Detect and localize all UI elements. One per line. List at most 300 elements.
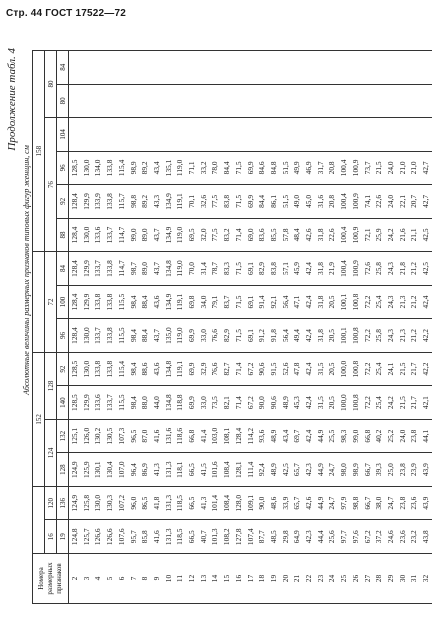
table-cell: 124,8 bbox=[69, 520, 81, 554]
table-cell bbox=[256, 84, 268, 118]
table-cell: 115,5 bbox=[116, 285, 128, 319]
table-cell: 21,8 bbox=[397, 252, 409, 286]
table-cell: 66,5 bbox=[186, 453, 198, 487]
table-cell: 131,3 bbox=[163, 486, 175, 520]
table-cell: 65,7 bbox=[291, 453, 303, 487]
sub-header: 96 bbox=[57, 319, 69, 353]
table-row bbox=[268, 51, 280, 604]
group-header: 158 bbox=[33, 51, 45, 252]
table-cell: 131,6 bbox=[163, 419, 175, 453]
table-cell: 84,6 bbox=[256, 151, 268, 185]
table-cell bbox=[408, 118, 420, 152]
table-cell: 78,0 bbox=[209, 151, 221, 185]
table-cell: 134,9 bbox=[163, 185, 175, 219]
table-cell: 43,9 bbox=[420, 453, 432, 487]
table-cell: 69,1 bbox=[245, 252, 257, 286]
table-cell: 103,0 bbox=[209, 419, 221, 453]
table-cell: 100,9 bbox=[350, 218, 362, 252]
table-cell: 109,1 bbox=[245, 486, 257, 520]
table-cell: 90,6 bbox=[268, 386, 280, 420]
table-cell: 43,7 bbox=[151, 319, 163, 353]
table-cell: 25,2 bbox=[385, 419, 397, 453]
table-cell: 24,1 bbox=[385, 352, 397, 386]
table-cell: 24,3 bbox=[385, 319, 397, 353]
table-cell: 64,9 bbox=[291, 520, 303, 554]
table-row bbox=[104, 51, 116, 604]
table-cell: 100,8 bbox=[350, 386, 362, 420]
table-cell: 88,4 bbox=[139, 285, 151, 319]
table-cell: 96,4 bbox=[128, 453, 140, 487]
table-cell: 23,8 bbox=[397, 453, 409, 487]
table-cell: 31,4 bbox=[198, 252, 210, 286]
table-cell bbox=[397, 51, 409, 85]
row-label: 7 bbox=[128, 554, 140, 604]
table-cell: 82,1 bbox=[221, 386, 233, 420]
table-cell: 38,0 bbox=[373, 486, 385, 520]
table-cell: 51,5 bbox=[280, 185, 292, 219]
table-cell bbox=[139, 84, 151, 118]
table-cell bbox=[209, 51, 221, 85]
table-row bbox=[373, 51, 385, 604]
table-cell: 44,9 bbox=[315, 453, 327, 487]
table-cell: 130,4 bbox=[104, 453, 116, 487]
row-label: 32 bbox=[420, 554, 432, 604]
table-cell: 40,7 bbox=[198, 520, 210, 554]
table-cell: 100,4 bbox=[338, 185, 350, 219]
table-cell: 129,9 bbox=[81, 185, 93, 219]
table-cell: 130,0 bbox=[81, 218, 93, 252]
table-cell: 76,6 bbox=[209, 319, 221, 353]
table-cell: 98,4 bbox=[128, 319, 140, 353]
table-title: Абсолютные величины размерных признаков типовых фигур женщин, см bbox=[22, 145, 31, 395]
table-cell: 85,8 bbox=[139, 520, 151, 554]
table-cell: 85,5 bbox=[268, 218, 280, 252]
table-cell: 73,5 bbox=[209, 386, 221, 420]
table-cell: 40,2 bbox=[373, 419, 385, 453]
table-cell bbox=[104, 51, 116, 85]
table-cell: 100,8 bbox=[350, 285, 362, 319]
table-cell bbox=[245, 51, 257, 85]
table-cell: 100,4 bbox=[338, 218, 350, 252]
table-cell: 90,6 bbox=[256, 352, 268, 386]
table-cell bbox=[186, 84, 198, 118]
table-row bbox=[116, 51, 128, 604]
table-cell: 115,5 bbox=[116, 386, 128, 420]
table-cell: 133,8 bbox=[104, 285, 116, 319]
table-cell bbox=[163, 51, 175, 85]
table-cell: 128,5 bbox=[69, 352, 81, 386]
table-cell: 24,0 bbox=[385, 185, 397, 219]
table-cell: 42,4 bbox=[303, 386, 315, 420]
table-cell: 133,9 bbox=[92, 185, 104, 219]
table-cell: 87,7 bbox=[256, 520, 268, 554]
table-cell: 31,8 bbox=[315, 252, 327, 286]
table-cell: 96,5 bbox=[128, 419, 140, 453]
table-cell: 97,9 bbox=[338, 486, 350, 520]
table-cell: 119,0 bbox=[174, 218, 186, 252]
table-cell bbox=[233, 84, 245, 118]
top-header: 72 bbox=[45, 252, 57, 353]
table-cell: 25,4 bbox=[373, 285, 385, 319]
table-cell bbox=[116, 118, 128, 152]
table-cell: 69,7 bbox=[291, 419, 303, 453]
table-cell: 83,8 bbox=[221, 185, 233, 219]
table-cell: 91,4 bbox=[256, 285, 268, 319]
table-cell: 21,7 bbox=[408, 386, 420, 420]
table-cell: 86,9 bbox=[139, 453, 151, 487]
table-cell: 24,3 bbox=[385, 285, 397, 319]
table-cell: 83,3 bbox=[221, 252, 233, 286]
table-cell bbox=[280, 118, 292, 152]
table-cell: 124,9 bbox=[69, 453, 81, 487]
table-cell bbox=[291, 51, 303, 85]
row-label: 10 bbox=[163, 554, 175, 604]
table-cell bbox=[315, 51, 327, 85]
table-cell: 98,9 bbox=[128, 151, 140, 185]
table-cell: 128,4 bbox=[69, 252, 81, 286]
sub-header: 92 bbox=[57, 352, 69, 386]
table-cell: 133,8 bbox=[92, 352, 104, 386]
table-cell: 21,2 bbox=[408, 319, 420, 353]
table-row bbox=[209, 51, 221, 604]
table-cell: 21,0 bbox=[408, 151, 420, 185]
sub-header: 104 bbox=[57, 118, 69, 152]
table-cell: 65,7 bbox=[291, 486, 303, 520]
table-cell: 108,2 bbox=[221, 520, 233, 554]
table-cell: 130,2 bbox=[92, 419, 104, 453]
table-cell: 78,7 bbox=[209, 252, 221, 286]
row-label: 15 bbox=[221, 554, 233, 604]
table-cell: 48,5 bbox=[268, 520, 280, 554]
table-cell: 84,8 bbox=[268, 151, 280, 185]
table-cell bbox=[303, 84, 315, 118]
table-cell bbox=[326, 84, 338, 118]
table-cell: 133,6 bbox=[92, 218, 104, 252]
table-cell: 33,2 bbox=[198, 151, 210, 185]
table-cell: 119,1 bbox=[174, 352, 186, 386]
table-cell bbox=[139, 51, 151, 85]
row-label: 27 bbox=[362, 554, 374, 604]
table-cell: 133,8 bbox=[104, 185, 116, 219]
table-cell: 42,1 bbox=[420, 386, 432, 420]
corner-header: Номера размерных признаков bbox=[33, 554, 69, 604]
table-cell bbox=[186, 51, 198, 85]
table-cell: 69,9 bbox=[186, 386, 198, 420]
table-cell: 32,0 bbox=[198, 218, 210, 252]
table-cell bbox=[326, 118, 338, 152]
table-cell: 126,6 bbox=[92, 520, 104, 554]
table-cell: 101,6 bbox=[209, 453, 221, 487]
table-cell: 48,4 bbox=[291, 218, 303, 252]
table-cell bbox=[116, 51, 128, 85]
table-row bbox=[362, 51, 374, 604]
table-cell: 45,0 bbox=[303, 185, 315, 219]
table-cell bbox=[233, 51, 245, 85]
table-cell: 108,4 bbox=[221, 453, 233, 487]
table-cell: 131,3 bbox=[163, 453, 175, 487]
table-cell: 91,5 bbox=[268, 352, 280, 386]
table-cell bbox=[69, 84, 81, 118]
row-label: 19 bbox=[268, 554, 280, 604]
table-row bbox=[303, 51, 315, 604]
table-cell: 133,7 bbox=[92, 252, 104, 286]
table-cell bbox=[92, 118, 104, 152]
table-cell: 119,0 bbox=[174, 319, 186, 353]
top-header: 16 bbox=[45, 520, 57, 554]
table-cell: 32,6 bbox=[198, 185, 210, 219]
table-cell: 134,9 bbox=[163, 285, 175, 319]
table-cell: 107,2 bbox=[116, 486, 128, 520]
table-cell: 115,4 bbox=[116, 151, 128, 185]
table-cell: 43,3 bbox=[151, 185, 163, 219]
table-cell: 107,0 bbox=[116, 453, 128, 487]
table-cell: 46,9 bbox=[303, 151, 315, 185]
table-cell: 108,4 bbox=[221, 486, 233, 520]
table-cell: 100,9 bbox=[350, 185, 362, 219]
table-cell: 48,9 bbox=[268, 453, 280, 487]
table-cell: 77,5 bbox=[209, 218, 221, 252]
table-cell: 100,9 bbox=[350, 252, 362, 286]
table-cell: 20,5 bbox=[326, 352, 338, 386]
table-cell: 100,1 bbox=[338, 319, 350, 353]
row-label: 9 bbox=[151, 554, 163, 604]
table-cell: 119,0 bbox=[174, 252, 186, 286]
table-cell: 135,1 bbox=[163, 151, 175, 185]
table-cell: 24,7 bbox=[326, 486, 338, 520]
table-row bbox=[92, 51, 104, 604]
table-cell bbox=[268, 84, 280, 118]
row-label: 13 bbox=[198, 554, 210, 604]
row-label: 11 bbox=[174, 554, 186, 604]
table-cell bbox=[256, 51, 268, 85]
table-cell: 31,8 bbox=[315, 319, 327, 353]
table-cell bbox=[373, 51, 385, 85]
table-cell: 21,7 bbox=[408, 352, 420, 386]
table-cell: 20,8 bbox=[326, 151, 338, 185]
table-cell: 42,6 bbox=[303, 218, 315, 252]
table-cell bbox=[268, 118, 280, 152]
table-cell: 67,2 bbox=[245, 386, 257, 420]
table-cell: 69,1 bbox=[245, 285, 257, 319]
top-header: 76 bbox=[45, 118, 57, 252]
row-label: 18 bbox=[256, 554, 268, 604]
table-cell: 128,4 bbox=[69, 218, 81, 252]
table-cell: 67,2 bbox=[245, 352, 257, 386]
table-cell: 71,1 bbox=[186, 151, 198, 185]
table-cell: 56,4 bbox=[280, 285, 292, 319]
table-cell: 72,1 bbox=[362, 218, 374, 252]
table-cell: 74,1 bbox=[362, 185, 374, 219]
table-cell: 125,9 bbox=[81, 453, 93, 487]
table-cell: 84,4 bbox=[256, 185, 268, 219]
table-row bbox=[326, 51, 338, 604]
table-row bbox=[385, 51, 397, 604]
table-cell: 66,8 bbox=[362, 419, 374, 453]
table-cell: 43,6 bbox=[151, 285, 163, 319]
table-cell: 21,9 bbox=[326, 252, 338, 286]
table-cell: 21,2 bbox=[408, 252, 420, 286]
row-label: 22 bbox=[303, 554, 315, 604]
header-row-groups bbox=[33, 51, 45, 604]
table-cell: 24,2 bbox=[385, 386, 397, 420]
table-cell: 23,6 bbox=[397, 520, 409, 554]
table-cell: 45,3 bbox=[291, 386, 303, 420]
table-cell: 73,7 bbox=[362, 151, 374, 185]
table-cell: 119,1 bbox=[174, 185, 186, 219]
table-cell: 71,5 bbox=[233, 285, 245, 319]
table-cell: 42,4 bbox=[303, 352, 315, 386]
sub-header: 136 bbox=[57, 486, 69, 520]
table-cell: 69,9 bbox=[245, 151, 257, 185]
table-cell: 101,4 bbox=[209, 486, 221, 520]
table-cell: 42,3 bbox=[303, 453, 315, 487]
table-cell: 42,4 bbox=[303, 252, 315, 286]
table-cell: 42,5 bbox=[280, 453, 292, 487]
table-cell bbox=[280, 84, 292, 118]
row-label: 30 bbox=[397, 554, 409, 604]
table-cell bbox=[198, 51, 210, 85]
row-label: 16 bbox=[233, 554, 245, 604]
table-cell: 101,3 bbox=[209, 520, 221, 554]
table-cell: 72,2 bbox=[362, 386, 374, 420]
table-cell bbox=[139, 118, 151, 152]
row-label: 3 bbox=[81, 554, 93, 604]
table-cell: 91,2 bbox=[256, 319, 268, 353]
sub-header: 128 bbox=[57, 453, 69, 487]
table-row bbox=[256, 51, 268, 604]
table-cell: 45,9 bbox=[291, 252, 303, 286]
table-cell bbox=[338, 51, 350, 85]
table-cell: 24,2 bbox=[385, 218, 397, 252]
table-cell: 128,5 bbox=[69, 386, 81, 420]
table-cell: 66,5 bbox=[186, 486, 198, 520]
table-cell: 127,8 bbox=[233, 520, 245, 554]
table-cell: 108,1 bbox=[221, 419, 233, 453]
table-cell: 21,0 bbox=[397, 151, 409, 185]
table-cell bbox=[385, 118, 397, 152]
table-cell: 86,1 bbox=[268, 185, 280, 219]
table-cell: 88,6 bbox=[139, 352, 151, 386]
row-label: 28 bbox=[373, 554, 385, 604]
table-cell bbox=[128, 118, 140, 152]
continuation-label: Продолжение табл. 4 bbox=[6, 48, 18, 151]
table-cell: 82,9 bbox=[221, 319, 233, 353]
sub-header: 80 bbox=[57, 84, 69, 118]
table-cell: 107,4 bbox=[245, 520, 257, 554]
table-cell: 42,5 bbox=[420, 218, 432, 252]
table-cell: 130,0 bbox=[81, 151, 93, 185]
table-cell: 97,7 bbox=[338, 520, 350, 554]
table-cell: 49,9 bbox=[291, 151, 303, 185]
table-cell bbox=[163, 118, 175, 152]
table-cell: 25,4 bbox=[373, 386, 385, 420]
table-cell bbox=[245, 118, 257, 152]
table-cell: 69,9 bbox=[186, 319, 198, 353]
table-cell: 23,9 bbox=[408, 453, 420, 487]
table-cell: 44,9 bbox=[315, 419, 327, 453]
table-cell: 43,4 bbox=[151, 151, 163, 185]
table-cell: 25,9 bbox=[373, 218, 385, 252]
table-cell: 89,2 bbox=[139, 151, 151, 185]
table-row bbox=[69, 51, 81, 604]
page-header: Стр. 44 ГОСТ 17522—72 bbox=[6, 8, 126, 19]
table-cell: 98,7 bbox=[128, 252, 140, 286]
sub-header: 132 bbox=[57, 419, 69, 453]
table-cell: 42,7 bbox=[420, 185, 432, 219]
table-cell: 21,6 bbox=[397, 218, 409, 252]
table-cell bbox=[350, 118, 362, 152]
row-label: 26 bbox=[350, 554, 362, 604]
table-cell bbox=[128, 84, 140, 118]
sub-header: 88 bbox=[57, 218, 69, 252]
table-cell bbox=[174, 84, 186, 118]
table-cell: 47,8 bbox=[291, 352, 303, 386]
table-cell: 43,8 bbox=[420, 520, 432, 554]
table-cell: 133,7 bbox=[104, 218, 116, 252]
table-row bbox=[350, 51, 362, 604]
table-cell: 119,0 bbox=[174, 151, 186, 185]
table-cell bbox=[186, 118, 198, 152]
table-cell: 67,2 bbox=[362, 520, 374, 554]
table-row bbox=[280, 51, 292, 604]
table-cell: 25,8 bbox=[373, 252, 385, 286]
table-cell: 41,5 bbox=[198, 453, 210, 487]
table-cell: 133,8 bbox=[104, 252, 116, 286]
table-cell: 84,4 bbox=[221, 151, 233, 185]
table-cell: 128,1 bbox=[233, 453, 245, 487]
table-cell: 29,8 bbox=[280, 520, 292, 554]
table-cell: 91,8 bbox=[268, 319, 280, 353]
table-cell: 24,3 bbox=[385, 252, 397, 286]
table-row bbox=[397, 51, 409, 604]
table-cell: 20,5 bbox=[326, 319, 338, 353]
table-cell: 23,8 bbox=[408, 419, 420, 453]
measurement-table bbox=[32, 50, 432, 604]
table-cell: 25,5 bbox=[326, 419, 338, 453]
table-cell: 39,3 bbox=[373, 453, 385, 487]
table-cell: 71,5 bbox=[233, 252, 245, 286]
table-cell: 133,8 bbox=[104, 151, 116, 185]
table-cell: 128,4 bbox=[233, 419, 245, 453]
table-cell bbox=[174, 118, 186, 152]
table-cell: 77,5 bbox=[209, 185, 221, 219]
table-cell: 49,4 bbox=[291, 319, 303, 353]
table-cell: 118,5 bbox=[174, 486, 186, 520]
table-cell: 21,5 bbox=[397, 352, 409, 386]
table-cell: 49,0 bbox=[291, 185, 303, 219]
table-cell bbox=[151, 118, 163, 152]
table-cell: 72,2 bbox=[362, 352, 374, 386]
table-cell: 99,0 bbox=[128, 218, 140, 252]
table-cell bbox=[397, 118, 409, 152]
group-header: 152 bbox=[33, 352, 45, 486]
table-cell: 25,4 bbox=[373, 352, 385, 386]
table-cell: 88,4 bbox=[139, 319, 151, 353]
header-row-sub bbox=[57, 51, 69, 604]
table-cell: 33,0 bbox=[198, 319, 210, 353]
table-cell: 79,1 bbox=[209, 285, 221, 319]
table-cell: 89,0 bbox=[139, 218, 151, 252]
table-cell bbox=[350, 84, 362, 118]
table-cell: 24,0 bbox=[385, 151, 397, 185]
table-cell: 22,6 bbox=[326, 218, 338, 252]
table-cell: 66,5 bbox=[186, 520, 198, 554]
row-label: 31 bbox=[408, 554, 420, 604]
table-cell: 66,8 bbox=[186, 419, 198, 453]
table-cell: 25,8 bbox=[373, 319, 385, 353]
table-cell: 41,6 bbox=[151, 520, 163, 554]
table-cell: 134,8 bbox=[163, 386, 175, 420]
